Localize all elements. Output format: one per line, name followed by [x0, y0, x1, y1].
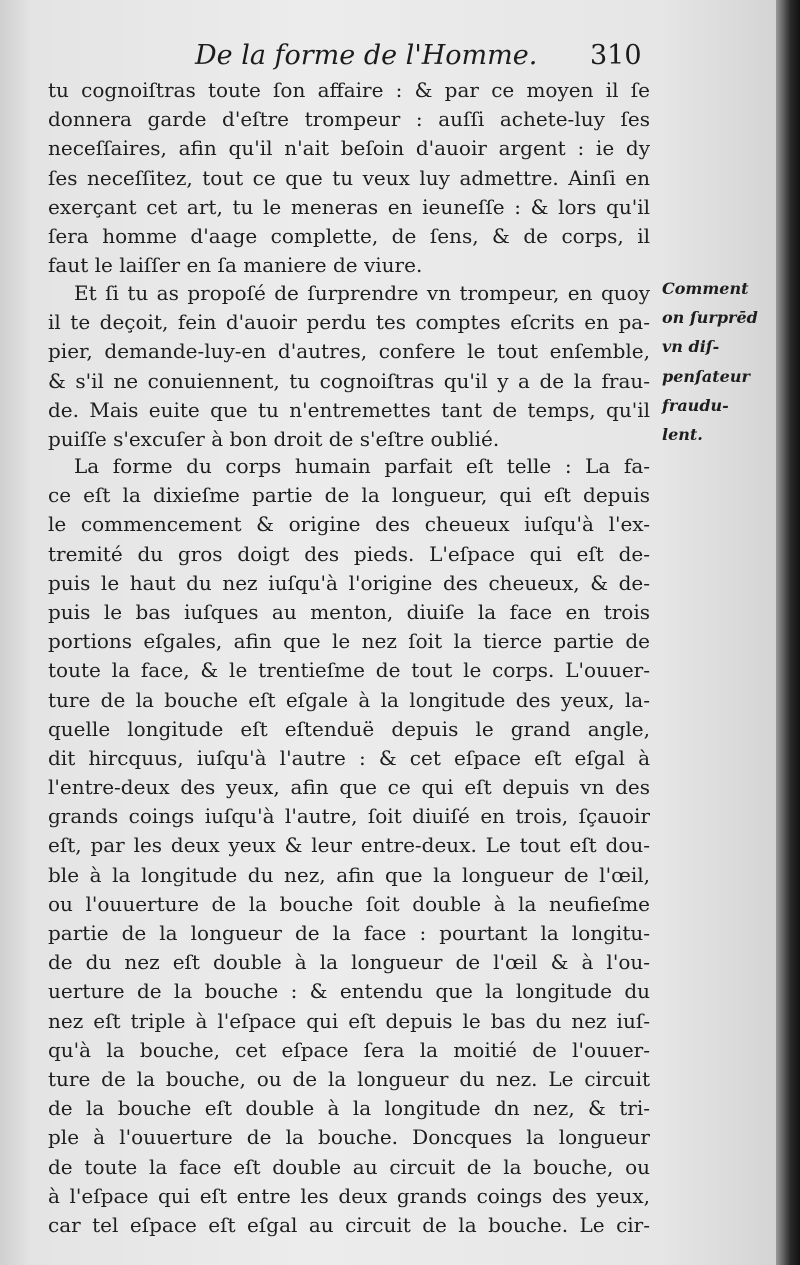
text-line: uerture de la bouche : & entendu que la longitude du	[48, 979, 650, 1004]
text-line: tu cognoiſtras toute ſon affaire : & par ce moyen il ſe	[48, 78, 650, 102]
page-edge-shadow	[776, 0, 800, 1265]
text-line: dit hircquus, iuſqu'à l'autre : & cet eſpace eſt eſgal à	[48, 745, 650, 770]
margin-note-line: on ſurprēd	[662, 308, 758, 328]
margin-note-line: vn diſ-	[662, 337, 720, 357]
margin-note	[662, 274, 768, 449]
text-line: grands coings iuſqu'à l'autre, ſoit diuiſé en trois, ſçauoir	[48, 804, 650, 829]
margin-note-line: Comment	[662, 279, 749, 298]
paragraph-3	[48, 452, 650, 1240]
text-line: puis le haut du nez iuſqu'à l'origine des cheueux, & de-	[48, 570, 650, 595]
text-line: exerçant cet art, tu le meneras en ieuneſſe : & lors qu'il	[48, 194, 650, 219]
text-line: donnera garde d'eſtre trompeur : auſſi achete-luy ſes	[48, 107, 650, 132]
text-line: qu'à la bouche, cet eſpace ſera la moitié de l'ouuer-	[48, 1037, 650, 1062]
text-line: neceſſaires, afin qu'il n'ait beſoin d'auoir argent : ie dy	[48, 136, 650, 161]
text-line: & s'il ne conuiennent, tu cognoiſtras qu'il y a de la frau-	[48, 368, 650, 393]
margin-note-line: fraudu-	[662, 395, 729, 415]
text-line: à l'eſpace qui eſt entre les deux grands coings des yeux,	[48, 1183, 650, 1208]
text-line: puis le bas iuſques au menton, diuiſe la face en trois	[48, 599, 650, 624]
text-line: l'entre-deux des yeux, afin que ce qui eſt depuis vn des	[48, 775, 650, 800]
paragraph-2	[48, 279, 650, 454]
text-line: ble à la longitude du nez, afin que la longueur de l'œil,	[48, 862, 650, 887]
text-line: ple à l'ouuerture de la bouche. Doncques la longueur	[48, 1125, 650, 1150]
text-line: de du nez eſt double à la longueur de l'œil & à l'ou-	[48, 950, 650, 975]
text-line: faut le laiſſer en ſa maniere de viure.	[48, 253, 423, 278]
margin-note-line: penſateur	[662, 366, 750, 386]
page-number: 310	[590, 40, 642, 71]
margin-note-line: lent.	[662, 424, 703, 444]
text-line: de la bouche eſt double à la longitude dn nez, & tri-	[48, 1096, 650, 1121]
text-line: ce eſt la dixieſme partie de la longueur, qui eſt depuis	[48, 483, 650, 508]
text-line: La forme du corps humain parfait eſt telle : La fa-	[74, 454, 650, 478]
text-line: le commencement & origine des cheueux iuſqu'à l'ex-	[48, 512, 650, 537]
text-line: ſera homme d'aage complette, de ſens, & de corps, il	[48, 223, 650, 248]
text-line: ture de la bouche eſt eſgale à la longitude des yeux, la-	[48, 687, 650, 712]
text-line: car tel eſpace eſt eſgal au circuit de la bouche. Le cir-	[48, 1212, 650, 1237]
text-line: ou l'ouuerture de la bouche ſoit double à la neufieſme	[48, 891, 650, 916]
running-title: De la forme de l'Homme.	[195, 40, 538, 71]
text-line: ſes neceſſitez, tout ce que tu veux luy admettre. Ainſi en	[48, 165, 650, 190]
text-line: pier, demande-luy-en d'autres, confere le tout enſemble,	[48, 339, 650, 364]
text-line: toute la face, & le trentieſme de tout le corps. L'ouuer-	[48, 658, 650, 683]
text-line: nez eſt triple à l'eſpace qui eſt depuis le bas du nez iuſ-	[48, 1008, 650, 1033]
paragraph-1	[48, 76, 650, 280]
text-line: eſt, par les deux yeux & leur entre-deux. Le tout eſt dou-	[48, 833, 650, 858]
text-line: Et ſi tu as propoſé de ſurprendre vn trompeur, en quoy	[74, 281, 650, 305]
text-line: partie de la longueur de la face : pourtant la longitu-	[48, 921, 650, 945]
text-line: portions eſgales, afin que le nez ſoit la tierce partie de	[48, 629, 650, 654]
text-line: puiſſe s'excuſer à bon droit de s'eſtre oublié.	[48, 426, 500, 451]
text-line: de toute la face eſt double au circuit de la bouche, ou	[48, 1154, 650, 1179]
text-line: il te deçoit, fein d'auoir perdu tes comptes eſcrits en pa-	[48, 310, 650, 335]
text-line: quelle longitude eſt eſtenduë depuis le grand angle,	[48, 716, 650, 741]
text-line: de. Mais euite que tu n'entremettes tant de temps, qu'il	[48, 397, 650, 422]
text-line: ture de la bouche, ou de la longueur du nez. Le circuit	[48, 1066, 650, 1091]
text-line: tremité du gros doigt des pieds. L'eſpace qui eſt de-	[48, 541, 650, 566]
